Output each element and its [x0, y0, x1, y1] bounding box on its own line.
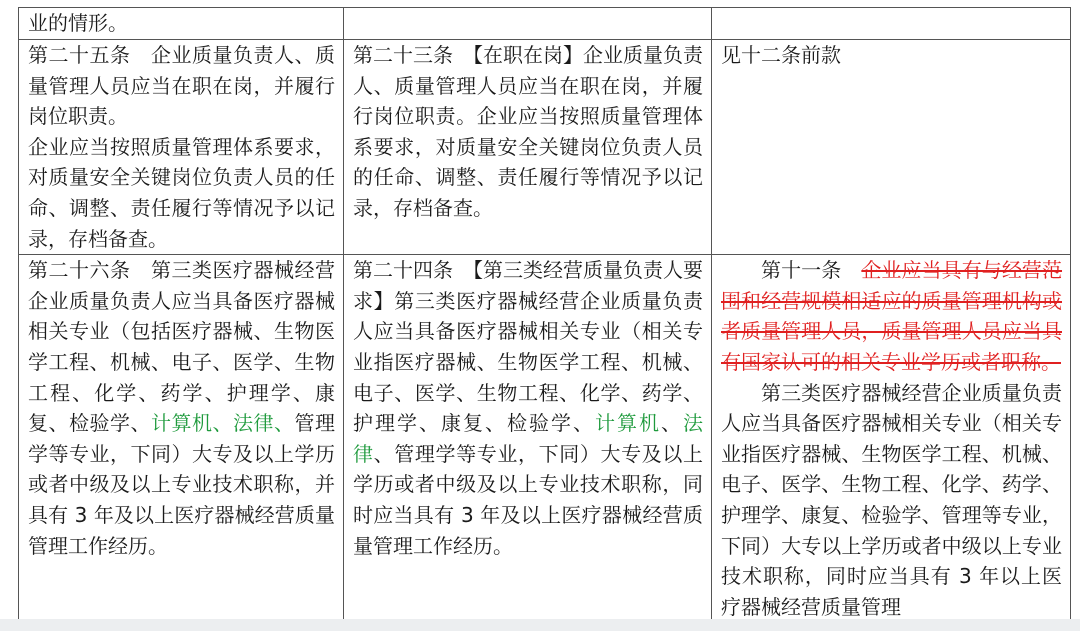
table-cell [344, 255, 712, 631]
table-cell [344, 8, 712, 40]
table-cell [712, 8, 1071, 40]
highlight-green-text: 计算机 [595, 411, 661, 436]
text-run: 、管理学等专业，下同）大专及以上学历或者中级及以上专业技术职称，同时应当具有 3 年及以上医疗器械经营质量管理工作经历。 [353, 441, 703, 558]
cell-text [721, 255, 1062, 377]
bottom-scroll-bar [0, 619, 1080, 631]
table-cell [19, 8, 344, 40]
table-cell [344, 40, 712, 255]
highlight-green-text: 计算机、法律、 [151, 411, 295, 436]
cell-text: 第三类医疗器械经营企业质量负责人应当具备医疗器械相关专业（相关专业指医疗器械、生物医学工程、机械、电子、医学、生物工程、化学、药学、护理学、康复、检验学、管理等专业，下同）大专以上学历或者中级以上专业技术职称，同时应当具有 3 年以上医疗器械经营质量管理 [721, 380, 1062, 619]
deleted-text: 企业应当具有与经营范围和经营规模相适应的质量管理机构或者质量管理人员，质量管理人员应当具有国家认可的相关专业学历或者职称。 [721, 258, 1063, 374]
regulation-comparison-table [18, 7, 1071, 631]
cell-text [28, 255, 335, 561]
text-run: 第十一条 [761, 258, 862, 283]
table-cell [19, 255, 344, 631]
table-cell [712, 255, 1071, 631]
cell-text: 第二十五条 企业质量负责人、质量管理人员应当在职在岗，并履行岗位职责。 [28, 43, 335, 129]
table-cell [19, 40, 344, 255]
table-row [19, 40, 1071, 255]
table-cell [712, 40, 1071, 255]
table-row [19, 255, 1071, 631]
text-run: 管理学等专业，下同）大专及以上学历或者中级及以上专业技术职称，并具有 3 年及以上医疗器械经营质量管理工作经历。 [28, 411, 335, 558]
table-row [19, 8, 1071, 40]
text-run: 、 [661, 411, 683, 436]
text-run: 第二十四条 【第三类经营质量负责人要求】第三类医疗器械经营企业质量负责人应当具备医疗器械相关专业（相关专业指医疗器械、生物医学工程、机械、电子、医学、生物工程、化学、药学、护理学、康复、检验学、 [353, 258, 703, 436]
cell-text: 见十二条前款 [721, 43, 841, 67]
highlight-green-text: 法律 [353, 411, 703, 466]
text-run: 第二十六条 第三类医疗器械经营企业质量负责人应当具备医疗器械相关专业（包括医疗器械、生物医学工程、机械、电子、医学、生物工程、化学、药学、护理学、康复、检验学、 [28, 258, 335, 436]
cell-text: 第二十三条 【在职在岗】企业质量负责人、质量管理人员应当在职在岗，并履行岗位职责。企业应当按照质量管理体系要求，对质量安全关键岗位负责人员的任命、调整、责任履行等情况予以记录，存档备查。 [353, 43, 703, 220]
cell-text [353, 255, 703, 561]
cell-text: 企业应当按照质量管理体系要求，对质量安全关键岗位负责人员的任命、调整、责任履行等情况予以记录，存档备查。 [28, 134, 335, 251]
cell-text: 业的情形。 [28, 11, 128, 35]
